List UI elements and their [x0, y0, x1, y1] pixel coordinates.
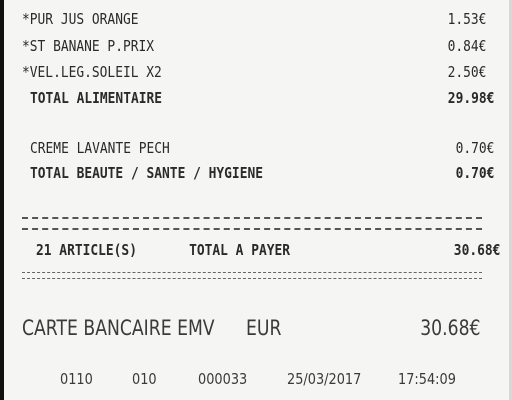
total-food-row — [30, 89, 494, 107]
item-name: *VEL.LEG.SOLEIL X2 — [22, 63, 162, 81]
total-food-amount: 29.98€ — [447, 89, 495, 107]
article-count: 21 ARTICLE(S) — [36, 241, 137, 259]
item-price: 0.70€ — [455, 139, 495, 157]
total-to-pay-label: TOTAL A PAYER — [189, 241, 291, 259]
receipt-time: 17:54:09 — [398, 370, 456, 388]
item-price: 1.53€ — [447, 10, 487, 28]
separator-bottom — [22, 272, 482, 279]
payment-amount: 30.68€ — [419, 316, 480, 340]
store-number: 0110 — [60, 370, 93, 388]
register-number: 010 — [132, 370, 157, 388]
total-to-pay-amount: 30.68€ — [453, 241, 501, 259]
payment-method: CARTE BANCAIRE EMV — [22, 316, 215, 340]
payment-currency: EUR — [246, 316, 282, 340]
total-beauty-amount: 0.70€ — [455, 164, 495, 182]
item-name: *ST BANANE P.PRIX — [22, 37, 155, 55]
summary-row — [36, 241, 500, 259]
ticket-number: 000033 — [198, 370, 248, 388]
item-name: *PUR JUS ORANGE — [22, 10, 139, 28]
item-price: 2.50€ — [447, 63, 487, 81]
line-item — [30, 139, 494, 157]
line-item — [22, 63, 486, 81]
total-beauty-row — [30, 164, 494, 182]
receipt-date: 25/03/2017 — [287, 370, 362, 388]
total-beauty-label: TOTAL BEAUTE / SANTE / HYGIENE — [30, 164, 264, 182]
separator-top — [22, 217, 482, 230]
total-food-label: TOTAL ALIMENTAIRE — [30, 89, 163, 107]
item-price: 0.84€ — [447, 37, 487, 55]
line-item — [22, 10, 486, 28]
line-item — [22, 37, 486, 55]
item-name: CREME LAVANTE PECH — [30, 139, 170, 157]
